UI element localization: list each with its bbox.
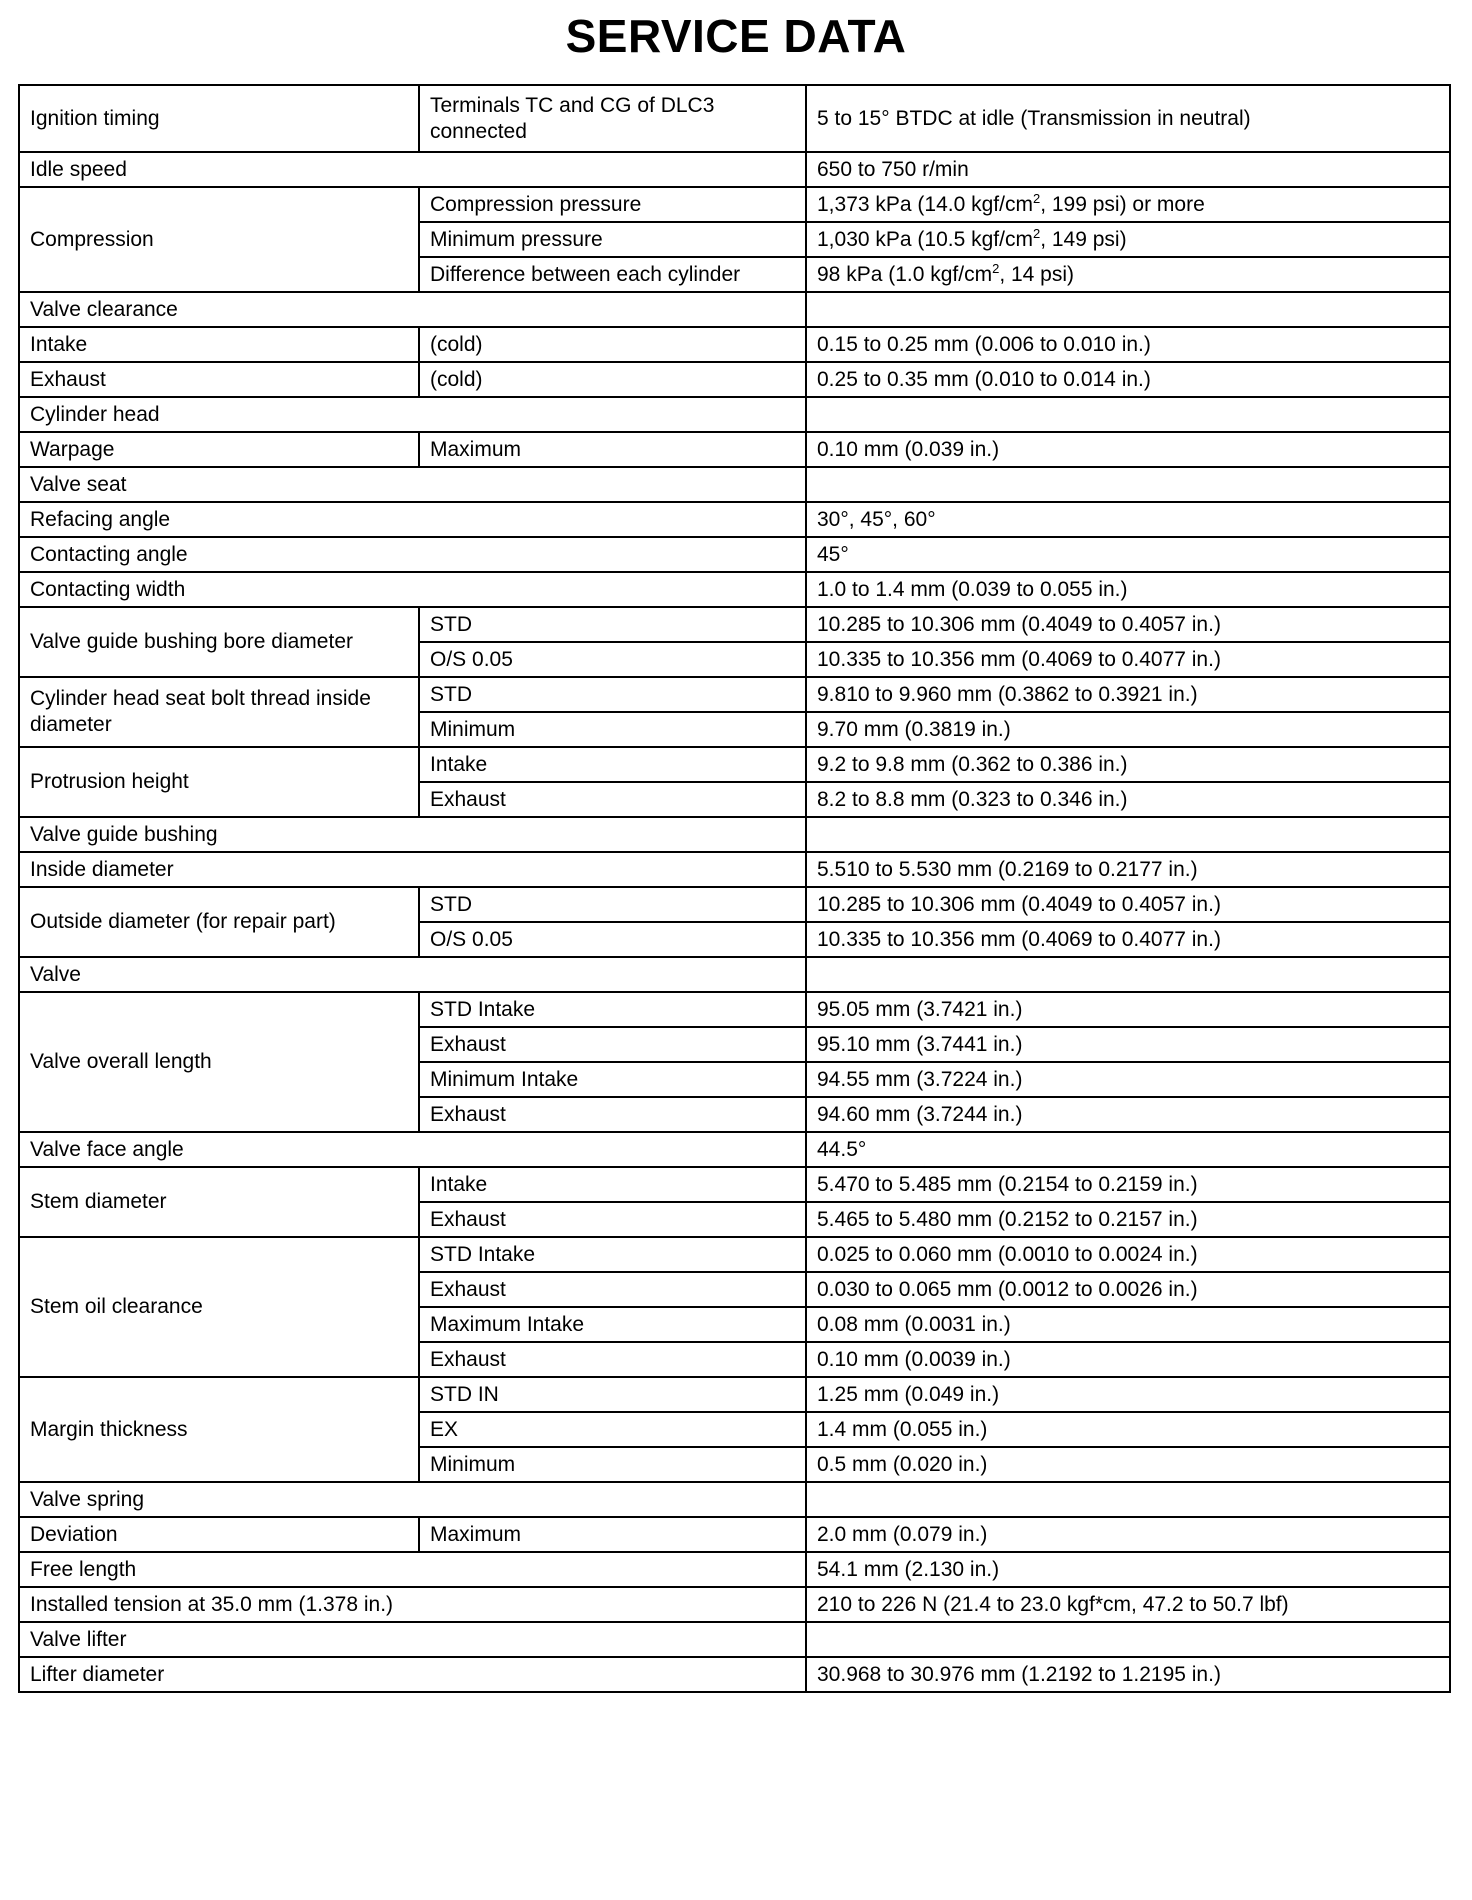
row-label: Deviation [19,1517,419,1552]
table-row [19,467,1450,502]
table-row [19,607,1450,642]
table-row [19,957,1450,992]
row-value: 95.05 mm (3.7421 in.) [806,992,1450,1027]
row-label: Ignition timing [19,85,419,152]
row-label: Stem diameter [19,1167,419,1237]
row-value: 30.968 to 30.976 mm (1.2192 to 1.2195 in.) [806,1657,1450,1692]
table-row [19,887,1450,922]
row-label: Stem oil clearance [19,1237,419,1377]
row-value: 0.5 mm (0.020 in.) [806,1447,1450,1482]
row-condition: STD IN [419,1377,806,1412]
row-value: 30°, 45°, 60° [806,502,1450,537]
row-condition: Compression pressure [419,187,806,222]
section-heading: Valve lifter [19,1622,806,1657]
row-value: 9.70 mm (0.3819 in.) [806,712,1450,747]
table-row [19,362,1450,397]
row-condition: O/S 0.05 [419,642,806,677]
row-value: 1.25 mm (0.049 in.) [806,1377,1450,1412]
row-condition: (cold) [419,362,806,397]
table-row [19,1482,1450,1517]
row-value: 5.470 to 5.485 mm (0.2154 to 0.2159 in.) [806,1167,1450,1202]
row-condition: STD Intake [419,1237,806,1272]
row-value: 10.285 to 10.306 mm (0.4049 to 0.4057 in.) [806,887,1450,922]
table-row [19,1237,1450,1272]
row-value: 10.335 to 10.356 mm (0.4069 to 0.4077 in.) [806,642,1450,677]
row-value: 0.10 mm (0.039 in.) [806,432,1450,467]
row-condition: (cold) [419,327,806,362]
row-condition: Maximum [419,432,806,467]
row-value: 45° [806,537,1450,572]
row-value: 1.4 mm (0.055 in.) [806,1412,1450,1447]
row-condition: Exhaust [419,782,806,817]
table-row [19,152,1450,187]
row-value: 9.2 to 9.8 mm (0.362 to 0.386 in.) [806,747,1450,782]
row-label: Contacting angle [19,537,806,572]
table-row [19,187,1450,222]
row-label: Margin thickness [19,1377,419,1482]
row-label: Protrusion height [19,747,419,817]
row-value: 650 to 750 r/min [806,152,1450,187]
section-heading: Valve [19,957,806,992]
row-condition: O/S 0.05 [419,922,806,957]
row-condition: Minimum pressure [419,222,806,257]
row-value: 210 to 226 N (21.4 to 23.0 kgf*cm, 47.2 to 50.7 lbf) [806,1587,1450,1622]
row-label: Valve face angle [19,1132,806,1167]
row-value: 0.08 mm (0.0031 in.) [806,1307,1450,1342]
table-row [19,292,1450,327]
row-condition: Intake [419,1167,806,1202]
row-condition: Difference between each cylinder [419,257,806,292]
row-label: Lifter diameter [19,1657,806,1692]
row-value: 1,030 kPa (10.5 kgf/$cm^2$, 149 psi) [806,222,1450,257]
row-condition: Terminals TC and CG of DLC3 connected [419,85,806,152]
row-value: 1.0 to 1.4 mm (0.039 to 0.055 in.) [806,572,1450,607]
row-condition: Intake [419,747,806,782]
row-value: 9.810 to 9.960 mm (0.3862 to 0.3921 in.) [806,677,1450,712]
table-row [19,1377,1450,1412]
row-value: 1,373 kPa (14.0 kgf/$cm^2$, 199 psi) or more [806,187,1450,222]
row-value: 0.15 to 0.25 mm (0.006 to 0.010 in.) [806,327,1450,362]
row-condition: STD [419,677,806,712]
row-value: 5 to 15° BTDC at idle (Transmission in neutral) [806,85,1450,152]
row-condition: Maximum [419,1517,806,1552]
row-value: 94.60 mm (3.7244 in.) [806,1097,1450,1132]
row-condition: Minimum [419,712,806,747]
row-label: Inside diameter [19,852,806,887]
table-row [19,677,1450,712]
row-condition: Exhaust [419,1027,806,1062]
row-condition: Exhaust [419,1272,806,1307]
row-value: 10.285 to 10.306 mm (0.4049 to 0.4057 in.) [806,607,1450,642]
row-condition: Minimum [419,1447,806,1482]
row-label: Refacing angle [19,502,806,537]
row-condition: Exhaust [419,1097,806,1132]
table-row [19,852,1450,887]
row-condition: Exhaust [419,1202,806,1237]
table-row [19,397,1450,432]
row-value: 0.25 to 0.35 mm (0.010 to 0.014 in.) [806,362,1450,397]
row-condition: STD [419,887,806,922]
row-value: 5.465 to 5.480 mm (0.2152 to 0.2157 in.) [806,1202,1450,1237]
row-condition: Maximum Intake [419,1307,806,1342]
row-value: 2.0 mm (0.079 in.) [806,1517,1450,1552]
table-row [19,747,1450,782]
table-row [19,432,1450,467]
row-value: 0.025 to 0.060 mm (0.0010 to 0.0024 in.) [806,1237,1450,1272]
service-data-table [18,84,1451,1693]
table-row [19,817,1450,852]
table-row [19,992,1450,1027]
row-label: Valve overall length [19,992,419,1132]
row-value: 94.55 mm (3.7224 in.) [806,1062,1450,1097]
row-label: Warpage [19,432,419,467]
row-label: Exhaust [19,362,419,397]
table-row [19,572,1450,607]
row-condition: STD [419,607,806,642]
row-label: Contacting width [19,572,806,607]
row-value: 0.030 to 0.065 mm (0.0012 to 0.0026 in.) [806,1272,1450,1307]
row-label: Idle speed [19,152,806,187]
row-label: Installed tension at 35.0 mm (1.378 in.) [19,1587,806,1622]
section-heading: Valve clearance [19,292,806,327]
table-row [19,1622,1450,1657]
page-title: SERVICE DATA [565,10,907,62]
row-label: Outside diameter (for repair part) [19,887,419,957]
row-value: 5.510 to 5.530 mm (0.2169 to 0.2177 in.) [806,852,1450,887]
row-label: Valve guide bushing bore diameter [19,607,419,677]
row-value: 98 kPa (1.0 kgf/$cm^2$, 14 psi) [806,257,1450,292]
row-condition: Minimum Intake [419,1062,806,1097]
table-row [19,1657,1450,1692]
table-row [19,1167,1450,1202]
row-condition: STD Intake [419,992,806,1027]
section-heading: Valve spring [19,1482,806,1517]
table-row [19,1132,1450,1167]
section-heading: Valve guide bushing [19,817,806,852]
row-value: 8.2 to 8.8 mm (0.323 to 0.346 in.) [806,782,1450,817]
table-row [19,1552,1450,1587]
row-label: Intake [19,327,419,362]
row-value: 0.10 mm (0.0039 in.) [806,1342,1450,1377]
table-row [19,502,1450,537]
row-label: Cylinder head seat bolt thread inside diameter [19,677,419,747]
row-value: 44.5° [806,1132,1450,1167]
section-heading: Cylinder head [19,397,806,432]
row-label: Free length [19,1552,806,1587]
row-value: 10.335 to 10.356 mm (0.4069 to 0.4077 in.) [806,922,1450,957]
row-value: 95.10 mm (3.7441 in.) [806,1027,1450,1062]
table-row [19,1587,1450,1622]
table-row [19,1517,1450,1552]
row-label: Compression [19,187,419,292]
row-condition: Exhaust [419,1342,806,1377]
row-condition: EX [419,1412,806,1447]
section-heading: Valve seat [19,467,806,502]
table-row [19,537,1450,572]
row-value: 54.1 mm (2.130 in.) [806,1552,1450,1587]
table-row [19,85,1450,152]
table-row [19,327,1450,362]
